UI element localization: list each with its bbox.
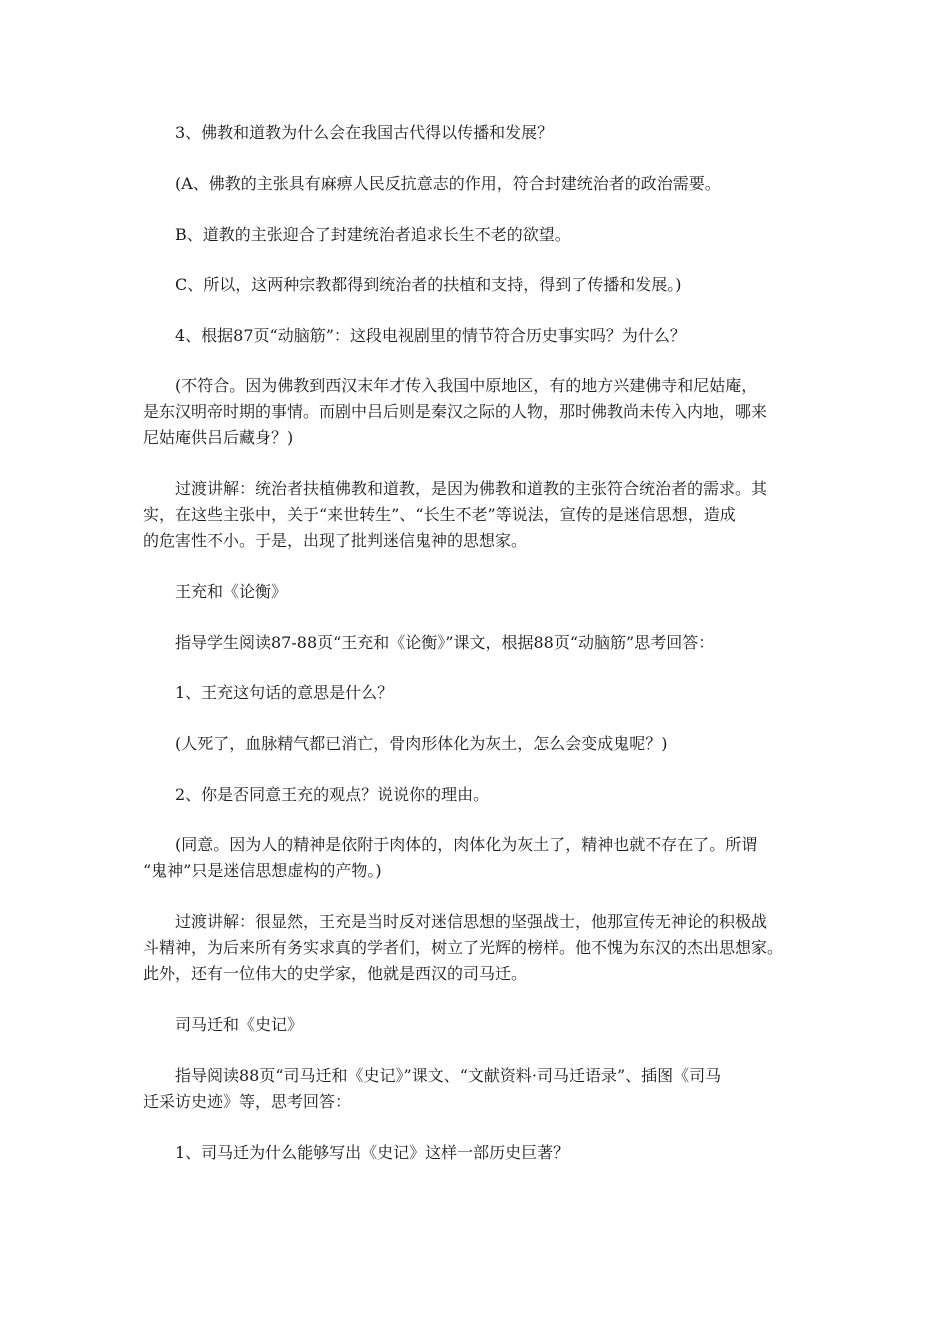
text-line: 王充和《论衡》 <box>175 582 288 601</box>
text-line: 此外，还有一位伟大的史学家，他就是西汉的司马迁。 <box>143 964 528 983</box>
transition-paragraph-1 <box>143 476 815 554</box>
text-line: 4、根据87页“动脑筋”：这段电视剧里的情节符合历史事实吗？为什么？ <box>175 326 686 345</box>
section-heading-wangchong <box>175 579 825 605</box>
text-line: (同意。因为人的精神是依附于肉体的，肉体化为灰土了，精神也就不存在了。所谓 <box>175 835 758 854</box>
transition-paragraph-2 <box>143 909 815 987</box>
answer-3-b <box>175 222 825 248</box>
wangchong-question-1 <box>175 680 825 706</box>
guide-paragraph-2 <box>143 1063 815 1115</box>
question-3 <box>175 120 825 146</box>
answer-3-c <box>175 272 825 298</box>
text-line: 2、你是否同意王充的观点？说说你的理由。 <box>175 785 490 804</box>
text-line: 实，在这些主张中，关于“来世转生”、“长生不老”等说法，宣传的是迷信思想，造成 <box>143 505 736 524</box>
simaqian-question-1 <box>175 1140 825 1166</box>
guide-paragraph-1 <box>175 630 825 656</box>
text-line: 迁采访史迹》等，思考回答： <box>143 1092 352 1111</box>
text-line: 过渡讲解：很显然，王充是当时反对迷信思想的坚强战士，他那宣传无神论的积极战 <box>175 912 768 931</box>
answer-4 <box>143 373 815 451</box>
answer-3-a <box>175 171 825 197</box>
text-line: 尼姑庵供吕后藏身？) <box>143 428 294 447</box>
text-line: (不符合。因为佛教到西汉末年才传入我国中原地区，有的地方兴建佛寺和尼姑庵， <box>175 376 758 395</box>
question-4 <box>175 323 825 349</box>
text-line: (人死了，血脉精气都已消亡，骨肉形体化为灰土，怎么会变成鬼呢？) <box>175 734 668 753</box>
text-line: B、道教的主张迎合了封建统治者追求长生不老的欲望。 <box>175 225 571 244</box>
wangchong-question-2 <box>175 782 825 808</box>
text-line: 过渡讲解：统治者扶植佛教和道教，是因为佛教和道教的主张符合统治者的需求。其 <box>175 479 768 498</box>
text-line: 斗精神，为后来所有务实求真的学者们，树立了光辉的榜样。他不愧为东汉的杰出思想家。 <box>143 938 784 957</box>
text-line: 1、司马迁为什么能够写出《史记》这样一部历史巨著？ <box>175 1143 570 1162</box>
wangchong-answer-2 <box>143 832 815 884</box>
text-line: 指导学生阅读87-88页“王充和《论衡》”课文，根据88页“动脑筋”思考回答： <box>175 633 715 652</box>
text-line: “鬼神”只是迷信思想虚构的产物。) <box>143 861 382 880</box>
text-line: 指导阅读88页“司马迁和《史记》”课文、“文献资料·司马迁语录”、插图《司马 <box>175 1066 722 1085</box>
text-line: 3、佛教和道教为什么会在我国古代得以传播和发展？ <box>175 123 554 142</box>
wangchong-answer-1 <box>175 731 825 757</box>
text-line: (A、佛教的主张具有麻痹人民反抗意志的作用，符合封建统治者的政治需要。 <box>175 174 721 193</box>
section-heading-simaqian <box>175 1012 825 1038</box>
text-line: 是东汉明帝时期的事情。而剧中吕后则是秦汉之际的人物，那时佛教尚未传入内地，哪来 <box>143 402 768 421</box>
text-line: 司马迁和《史记》 <box>175 1015 304 1034</box>
text-line: 的危害性不小。于是，出现了批判迷信鬼神的思想家。 <box>143 531 528 550</box>
text-line: 1、王充这句话的意思是什么？ <box>175 683 394 702</box>
text-line: C、所以，这两种宗教都得到统治者的扶植和支持，得到了传播和发展。) <box>175 275 682 294</box>
